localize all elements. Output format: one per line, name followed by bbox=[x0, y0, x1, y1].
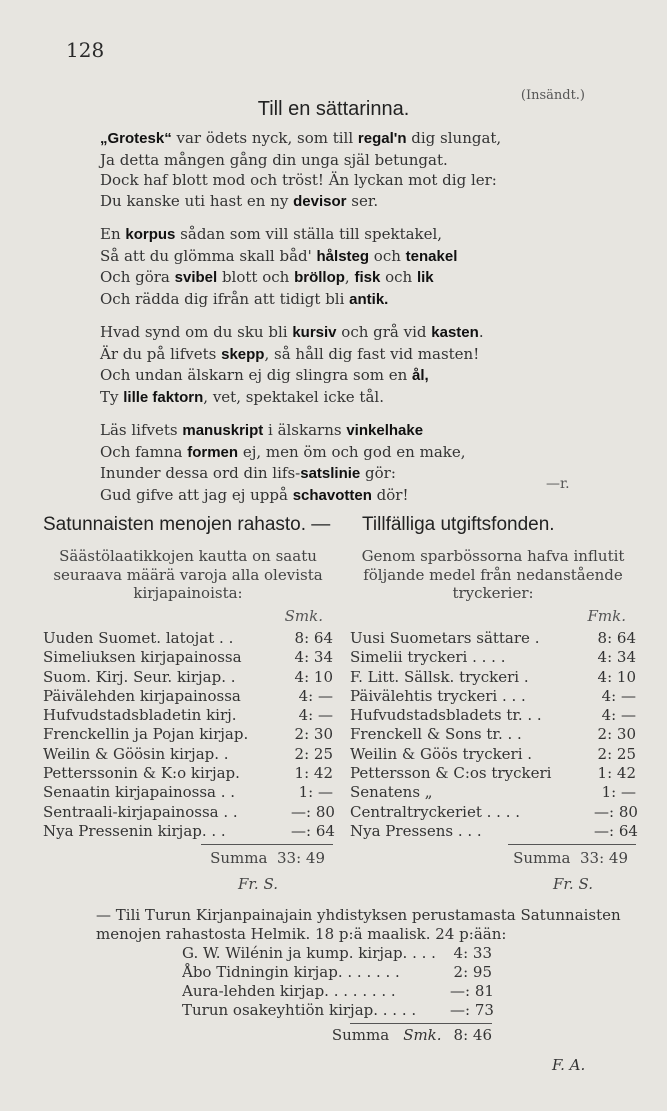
amount: —: 64 bbox=[594, 821, 638, 840]
amount: 4: 10 bbox=[294, 667, 333, 686]
typographic-term: kasten bbox=[431, 324, 479, 341]
table-row bbox=[350, 648, 636, 667]
poem-text: , vet, spektakel icke tål. bbox=[203, 387, 384, 406]
stanza bbox=[100, 224, 600, 310]
printer-name: Åbo Tidningin kirjap. . . . . . . bbox=[182, 963, 400, 981]
amount: —: 81 bbox=[450, 982, 494, 1000]
poem-text: Gud gifve att jag ej uppå bbox=[100, 485, 293, 504]
poem-line bbox=[100, 289, 600, 311]
poem-text: gör: bbox=[360, 464, 396, 482]
poem-text: Ty bbox=[100, 387, 124, 406]
turku-section bbox=[96, 906, 636, 1074]
table-row bbox=[350, 745, 636, 764]
typographic-term: manuskript bbox=[182, 422, 264, 439]
typographic-term: lik bbox=[416, 269, 434, 286]
poem-line bbox=[100, 442, 600, 464]
printer-name: Weilin & Göösin kirjap. . bbox=[43, 744, 229, 763]
poem-line bbox=[100, 485, 600, 507]
fund-fi-initials: Fr. S. bbox=[238, 875, 278, 894]
table-row bbox=[350, 764, 636, 783]
amount: —: 80 bbox=[594, 802, 638, 821]
poem-text: och bbox=[369, 246, 406, 265]
printer-name: Hufvudstadsbladets tr. . . bbox=[350, 706, 542, 725]
amount: 1: — bbox=[601, 783, 636, 802]
table-row bbox=[182, 982, 492, 1001]
poem-line bbox=[100, 420, 600, 442]
amount: 1: 42 bbox=[597, 764, 636, 783]
printer-name: Suom. Kirj. Seur. kirjap. . bbox=[43, 667, 236, 686]
fund-sv-unit: Fmk. bbox=[587, 607, 626, 625]
printer-name: Centraltryckeriet . . . . bbox=[350, 802, 521, 821]
typographic-term: satslinie bbox=[300, 465, 361, 482]
amount: 2: 25 bbox=[597, 744, 636, 763]
page-number: 128 bbox=[66, 38, 105, 62]
poem-text: Och rädda dig ifrån att tidigt bli bbox=[100, 289, 350, 308]
printer-name: Simeliuksen kirjapainossa bbox=[43, 648, 242, 667]
table-row bbox=[43, 706, 333, 725]
table-row bbox=[43, 725, 333, 744]
table-row bbox=[43, 783, 333, 802]
amount: 2: 25 bbox=[294, 744, 333, 763]
table-row bbox=[350, 706, 636, 725]
poem-line bbox=[100, 387, 600, 409]
poem-body bbox=[100, 128, 600, 518]
typographic-term: schavotten bbox=[292, 486, 372, 504]
poem-text: Inunder dessa ord din lifs- bbox=[100, 464, 301, 482]
submitted-note: (Insändt.) bbox=[520, 88, 585, 103]
typographic-term: kursiv bbox=[292, 324, 337, 341]
typographic-term: „Grotesk“ bbox=[100, 130, 172, 147]
poem-text: , bbox=[344, 268, 355, 286]
amount: 4: 10 bbox=[597, 667, 636, 686]
poem-line bbox=[100, 365, 600, 387]
poem-text: i älskarns bbox=[263, 421, 347, 439]
sum-value: 8: 46 bbox=[453, 1026, 492, 1044]
poem-text: , så håll dig fast vid masten! bbox=[264, 344, 480, 363]
amount: 4: 33 bbox=[453, 944, 492, 962]
poem-text: dör! bbox=[371, 485, 409, 504]
typographic-term: regal'n bbox=[357, 130, 407, 147]
fund-fi-rows bbox=[43, 629, 333, 841]
table-row bbox=[350, 783, 636, 802]
amount: 1: — bbox=[298, 783, 333, 802]
printer-name: G. W. Wilénin ja kump. kirjap. . . . bbox=[182, 944, 436, 962]
sum-label: Summa bbox=[210, 849, 268, 868]
table-row bbox=[43, 822, 333, 841]
printer-name: Hufvudstadsbladetin kirj. bbox=[43, 706, 237, 725]
poem-line bbox=[100, 246, 600, 268]
fund-sv-intro: Genom sparbössorna hafva influtit följande medel från nedanstående tryckerier: bbox=[361, 547, 625, 602]
printer-name: Simelii tryckeri . . . . bbox=[350, 648, 506, 667]
typographic-term: fisk bbox=[354, 269, 381, 286]
amount: 8: 64 bbox=[597, 629, 636, 647]
poem-text: Så att du glömma skall båd' bbox=[100, 246, 317, 265]
printer-name: Nya Pressenin kirjap. . . bbox=[43, 821, 226, 840]
typographic-term: vinkelhake bbox=[346, 422, 424, 439]
printer-name: F. Litt. Sällsk. tryckeri . bbox=[350, 667, 529, 686]
fund-sv-column bbox=[350, 547, 636, 893]
poem-line bbox=[100, 322, 600, 344]
amount: —: 64 bbox=[291, 821, 335, 840]
table-row bbox=[43, 764, 333, 783]
printer-name: Senaatin kirjapainossa . . bbox=[43, 783, 236, 802]
fund-sv-heading: Tillfälliga utgiftsfonden. bbox=[362, 514, 555, 535]
printer-name: Päivälehden kirjapainossa bbox=[43, 686, 241, 705]
typographic-term: lille faktorn bbox=[123, 388, 204, 406]
poem-text: Och famna bbox=[100, 442, 188, 461]
sum-unit: Smk. bbox=[403, 1026, 442, 1044]
amount: 1: 42 bbox=[294, 764, 333, 783]
amount: 2: 30 bbox=[294, 725, 333, 744]
printer-name: Päivälehtis tryckeri . . . bbox=[350, 686, 526, 705]
turku-total bbox=[182, 1026, 492, 1045]
typographic-term: ål, bbox=[412, 367, 429, 384]
poem-text: Du kanske uti hast en ny bbox=[100, 191, 294, 210]
amount: 2: 30 bbox=[597, 725, 636, 744]
fund-fi-sum bbox=[43, 847, 333, 869]
poem-line bbox=[100, 128, 600, 150]
poem-line bbox=[100, 463, 600, 485]
poem-text: Ja detta mången gång din unga själ betungat. bbox=[100, 150, 448, 169]
table-row bbox=[182, 944, 492, 963]
turku-initials: F. A. bbox=[552, 1056, 586, 1074]
printer-name: Nya Pressens . . . bbox=[350, 821, 482, 840]
fund-sv-initials: Fr. S. bbox=[553, 875, 593, 894]
poem-text: Och göra bbox=[100, 268, 175, 286]
sum-value: 33: 49 bbox=[580, 849, 628, 868]
table-row bbox=[43, 803, 333, 822]
printer-name: Aura-lehden kirjap. . . . . . . . bbox=[182, 982, 396, 1000]
printer-name: Uusi Suometars sättare . bbox=[350, 629, 540, 647]
typographic-term: formen bbox=[187, 443, 239, 461]
amount: —: 80 bbox=[291, 802, 335, 821]
table-row bbox=[350, 803, 636, 822]
poem-line bbox=[100, 224, 600, 246]
fund-fi-intro: Säästölaatikkojen kautta on saatu seuraava määrä varoja alla olevista kirjapainoista: bbox=[53, 547, 323, 602]
amount: 4: 34 bbox=[597, 648, 636, 667]
table-row bbox=[43, 629, 333, 648]
divider bbox=[350, 1023, 492, 1024]
poem-text: Hvad synd om du sku bli bbox=[100, 323, 293, 341]
poem-line bbox=[100, 191, 600, 213]
turku-rows bbox=[182, 944, 492, 1020]
table-row bbox=[43, 648, 333, 667]
typographic-term: devisor bbox=[293, 192, 347, 210]
printer-name: Pettersson & C:os tryckeri bbox=[350, 764, 552, 783]
amount: 4: — bbox=[601, 706, 636, 725]
stanza bbox=[100, 128, 600, 212]
table-row bbox=[350, 668, 636, 687]
poem-text: sådan som vill ställa till spektakel, bbox=[175, 225, 443, 243]
typographic-term: svibel bbox=[174, 269, 218, 286]
stanza bbox=[100, 322, 600, 408]
poem-text: och bbox=[380, 268, 417, 286]
amount: 2: 95 bbox=[453, 963, 492, 981]
poem-line bbox=[100, 267, 600, 289]
poem-text: ser. bbox=[346, 191, 379, 210]
printer-name: Frenckell & Sons tr. . . bbox=[350, 725, 522, 744]
sum-label: Summa bbox=[513, 849, 571, 868]
divider bbox=[508, 844, 636, 845]
poem-title: Till en sättarinna. bbox=[257, 98, 410, 120]
fund-sv-rows bbox=[350, 629, 636, 841]
poem-text: Är du på lifvets bbox=[100, 344, 222, 363]
poem-line bbox=[100, 150, 600, 171]
typographic-term: hålsteg bbox=[316, 247, 370, 265]
poem-text: dig slungat, bbox=[406, 129, 502, 147]
fund-sv-sum bbox=[350, 847, 636, 869]
poem-text: . bbox=[478, 323, 484, 341]
sum-value: 33: 49 bbox=[277, 849, 325, 868]
printer-name: Turun osakeyhtiön kirjap. . . . . bbox=[182, 1001, 417, 1019]
turku-intro: — Tili Turun Kirjanpainajain yhdistyksen perustamasta Satunnaisten menojen rahastosta Helmik. 18 p:ä maalisk. 24 p:ään: bbox=[96, 906, 621, 943]
amount: 4: 34 bbox=[294, 648, 333, 667]
poem-text: Och undan älskarn ej dig slingra som en bbox=[100, 366, 413, 384]
printer-name: Sentraali-kirjapainossa . . bbox=[43, 802, 238, 821]
fund-fi-unit: Smk. bbox=[284, 607, 323, 625]
printer-name: Senatens „ bbox=[350, 783, 433, 802]
typographic-term: tenakel bbox=[405, 247, 458, 265]
amount: —: 73 bbox=[450, 1001, 494, 1019]
table-row bbox=[43, 668, 333, 687]
printer-name: Frenckellin ja Pojan kirjap. bbox=[43, 725, 249, 744]
fund-fi-heading: Satunnaisten menojen rahasto. — bbox=[43, 514, 331, 535]
sum-label: Summa bbox=[331, 1026, 390, 1044]
table-row bbox=[350, 822, 636, 841]
table-row bbox=[182, 963, 492, 982]
poem-text: och grå vid bbox=[336, 323, 432, 341]
table-row bbox=[182, 1001, 492, 1020]
table-row bbox=[43, 687, 333, 706]
amount: 8: 64 bbox=[294, 629, 333, 647]
poem-text: var ödets nyck, som till bbox=[171, 129, 358, 147]
divider bbox=[201, 844, 333, 845]
poem-signature: —r. bbox=[546, 476, 570, 492]
printer-name: Weilin & Göös tryckeri . bbox=[350, 744, 533, 763]
table-row bbox=[350, 725, 636, 744]
fund-fi-column bbox=[43, 547, 333, 893]
amount: 4: — bbox=[601, 686, 636, 705]
table-row bbox=[350, 629, 636, 648]
poem-text: En bbox=[100, 225, 126, 243]
poem-text: Läs lifvets bbox=[100, 421, 183, 439]
typographic-term: bröllop bbox=[294, 269, 345, 286]
typographic-term: skepp bbox=[221, 345, 265, 363]
amount: 4: — bbox=[298, 686, 333, 705]
poem-text: ej, men öm och god en make, bbox=[238, 442, 466, 461]
stanza bbox=[100, 420, 600, 506]
typographic-term: korpus bbox=[125, 226, 176, 243]
poem-line bbox=[100, 170, 600, 191]
typographic-term: antik. bbox=[349, 290, 389, 308]
poem-text: Dock haf blott mod och tröst! Än lyckan mot dig ler: bbox=[100, 171, 497, 189]
poem-line bbox=[100, 344, 600, 366]
printer-name: Uuden Suomet. latojat . . bbox=[43, 629, 234, 647]
poem-text: blott och bbox=[217, 268, 295, 286]
table-row bbox=[43, 745, 333, 764]
amount: 4: — bbox=[298, 706, 333, 725]
printer-name: Petterssonin & K:o kirjap. bbox=[43, 764, 240, 783]
table-row bbox=[350, 687, 636, 706]
